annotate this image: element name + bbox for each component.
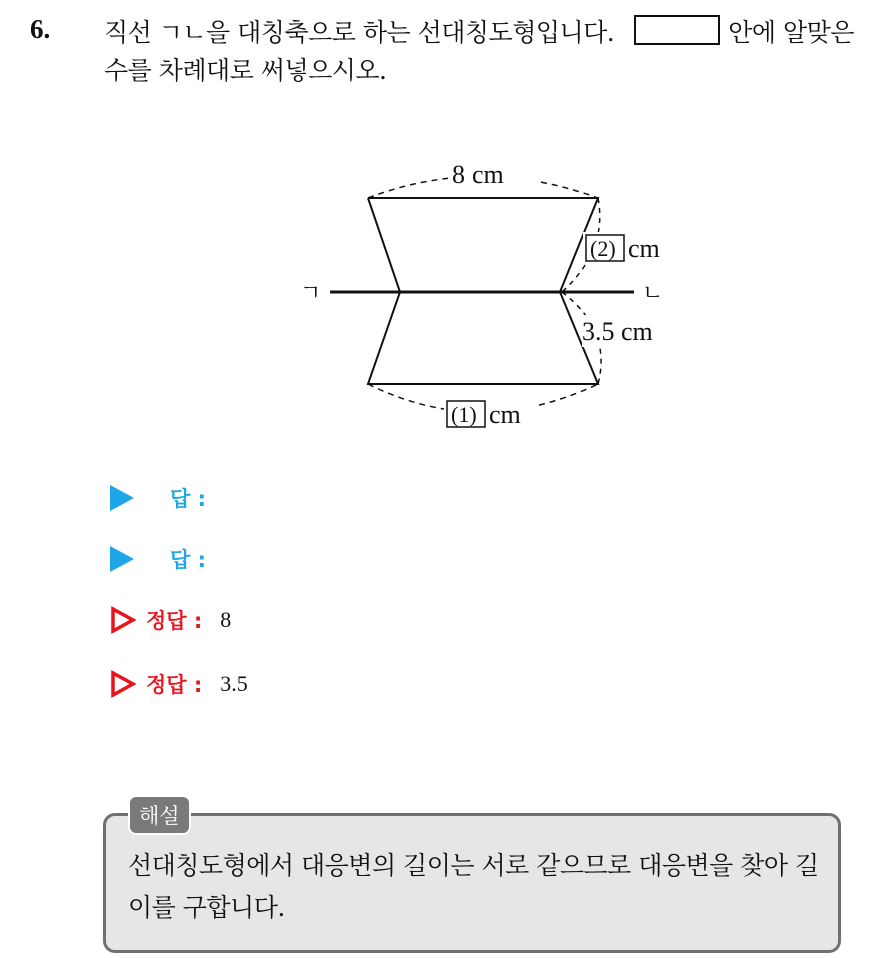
answer-row-2 [110,542,206,576]
correct-answer-label: 정답 : [146,609,203,633]
correct-answer-value: 3.5 [220,671,248,696]
explanation-tag: 해설 [128,795,191,835]
answer-label: 답 : [170,487,206,511]
question-text-part2: 안에 알맞은 수를 차례대로 써넣으시오. [104,18,854,85]
question-number: 6. [30,14,51,44]
explanation-text: 선대칭도형에서 대응변의 길이는 서로 같으므로 대응변을 찾아 길이를 구합니다. [128,851,819,922]
blank-label-2: (2) [590,236,616,261]
answer-row-1 [110,481,206,515]
top-length-value: 8 [452,160,465,189]
axis-label-right: ㄴ [642,281,664,306]
axis-label-left: ㄱ [300,281,322,306]
symmetric-figure [0,0,884,460]
right-upper-unit: cm [628,234,660,263]
correct-answer-value: 8 [220,607,232,632]
question-text-part1: 직선 ㄱㄴ을 대칭축으로 하는 선대칭도형입니다. [104,18,615,47]
blank-label-1: (1) [451,402,477,427]
bottom-unit: cm [489,400,521,429]
outline-triangle-icon [110,670,136,698]
correct-answer-row-2 [110,667,248,701]
play-triangle-icon [110,485,134,511]
right-lower-length: 3.5 cm [582,317,653,346]
outline-triangle-icon [110,606,136,634]
answer-label: 답 : [170,548,206,572]
correct-answer-label: 정답 : [146,673,203,697]
top-length-unit: cm [472,160,504,189]
correct-answer-row-1 [110,603,231,637]
play-triangle-icon [110,546,134,572]
